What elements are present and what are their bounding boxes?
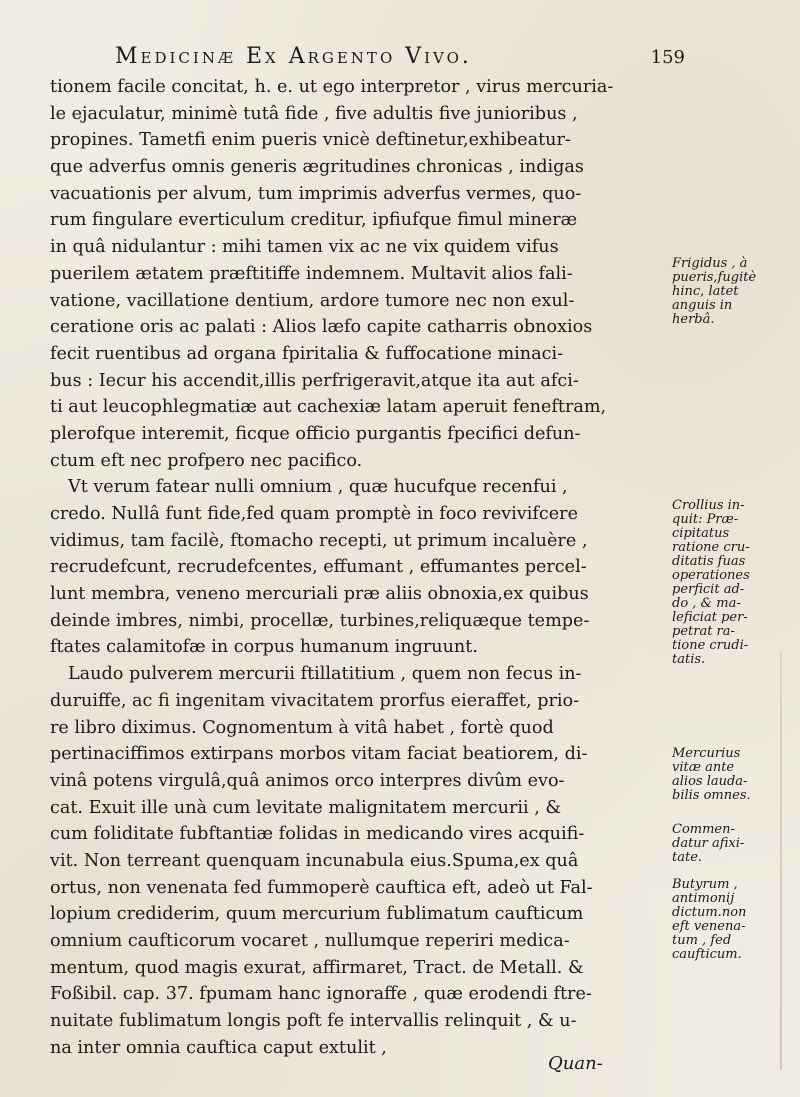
text-line: nuitate fublimatum longis poft fe intervallis relinquit , & u- bbox=[50, 1011, 577, 1032]
note-line: tione crudi- bbox=[672, 638, 749, 653]
catchword: Quan- bbox=[548, 1053, 603, 1074]
text-line: credo. Nullâ funt fide,fed quam promptè in foco revivifcere bbox=[50, 504, 578, 524]
note-line: anguis in bbox=[672, 298, 733, 313]
note-line: herbâ. bbox=[672, 312, 715, 327]
text-line: rum fingulare everticulum creditur, ipfiufque fimul mineræ bbox=[50, 210, 578, 231]
note-line: ditatis fuas bbox=[672, 554, 746, 569]
running-header bbox=[115, 44, 685, 74]
note-line: do , & ma- bbox=[672, 596, 741, 611]
text-line: re libro diximus. Cognomentum à vitâ habet , fortè quod bbox=[50, 717, 554, 738]
text-line: vinâ potens virgulâ,quâ animos orco interpres divûm evo- bbox=[50, 770, 565, 791]
text-line: deinde imbres, nimbi, procellæ, turbines,reliquæque tempe- bbox=[50, 610, 590, 631]
text-line: recrudefcunt, recrudefcentes, effumant , effumantes percel- bbox=[50, 557, 587, 578]
text-line: Foßibil. cap. 37. fpumam hanc ignoraffe , quæ erodendi ftre- bbox=[50, 984, 592, 1005]
text-line: vit. Non terreant quenquam incunabula eius.Spuma,ex quâ bbox=[50, 850, 579, 871]
text-line: cum foliditate fubftantiæ folidas in medicando vires acquifi- bbox=[50, 824, 585, 845]
margin-note-mercurius bbox=[672, 747, 790, 803]
page-edge-shadow bbox=[780, 650, 782, 1070]
text-line: Laudo pulverem mercurii ftillatitium , quem non fecus in- bbox=[68, 664, 582, 685]
note-line: operationes bbox=[672, 568, 750, 583]
text-line: mentum, quod magis exurat, affirmaret, Tract. de Metall. & bbox=[50, 957, 584, 978]
note-line: Crollius in- bbox=[672, 498, 745, 513]
text-line: vatione, vacillatione dentium, ardore tumore nec non exul- bbox=[50, 290, 575, 311]
text-line: lunt membra, veneno mercuriali præ aliis obnoxia,ex quibus bbox=[50, 584, 589, 605]
text-line: ti aut leucophlegmatiæ aut cachexiæ latam aperuit feneftram, bbox=[50, 397, 607, 418]
note-line: quit: Præ- bbox=[672, 512, 739, 527]
text-line: puerilem ætatem præftitiffe indemnem. Multavit alios fali- bbox=[50, 263, 573, 284]
note-line: tum , fed bbox=[672, 933, 732, 948]
note-line: tate. bbox=[672, 850, 703, 865]
note-line: leficiat per- bbox=[672, 610, 748, 625]
note-line: antimonij bbox=[672, 891, 735, 906]
note-line: Butyrum , bbox=[672, 877, 738, 892]
note-line: hinc, latet bbox=[672, 284, 739, 299]
note-line: perficit ad- bbox=[672, 582, 745, 597]
note-line: Mercurius bbox=[672, 746, 741, 761]
text-line: ceratione oris ac palati : Alios læfo capite catharris obnoxios bbox=[50, 317, 593, 338]
note-line: datur afixi- bbox=[672, 836, 745, 851]
note-line: ratione cru- bbox=[672, 540, 750, 555]
note-line: dictum.non bbox=[672, 905, 747, 920]
margin-note-commendatur bbox=[672, 823, 790, 865]
note-line: eft venena- bbox=[672, 919, 746, 934]
note-line: bilis omnes. bbox=[672, 788, 751, 803]
text-line: propines. Tametfi enim pueris vnicè deftinetur,exhibeatur- bbox=[50, 130, 571, 151]
text-line: tionem facile concitat, h. e. ut ego interpretor , virus mercuria- bbox=[50, 77, 614, 97]
note-line: vitæ ante bbox=[672, 760, 735, 775]
note-line: alios lauda- bbox=[672, 774, 748, 789]
running-title: Medicinæ Ex Argento Vivo. bbox=[115, 44, 472, 69]
text-line: ctum eft nec profpero nec pacifico. bbox=[50, 450, 363, 471]
text-line: le ejaculatur, minimè tutâ fide , five adultis five junioribus , bbox=[50, 103, 578, 124]
text-line: cat. Exuit ille unà cum levitate malignitatem mercurii , & bbox=[50, 797, 562, 818]
text-line: ftates calamitofæ in corpus humanum ingruunt. bbox=[50, 637, 478, 658]
margin-note-crollius bbox=[672, 499, 790, 667]
text-line: pertinaciffimos extirpans morbos vitam faciat beatiorem, di- bbox=[50, 744, 588, 765]
text-line: vacuationis per alvum, tum imprimis adverfus vermes, quo- bbox=[50, 183, 582, 204]
margin-note-frigidus bbox=[672, 257, 790, 327]
text-line: vidimus, tam facilè, ftomacho recepti, ut primum incaluère , bbox=[50, 530, 588, 551]
note-line: Commen- bbox=[672, 822, 735, 837]
page-number: 159 bbox=[650, 47, 685, 68]
text-line: omnium caufticorum vocaret , nullumque reperiri medica- bbox=[50, 931, 570, 951]
text-line: que adverfus omnis generis ægritudines chronicas , indigas bbox=[50, 157, 584, 178]
text-line: in quâ nidulantur : mihi tamen vix ac ne vix quidem vifus bbox=[50, 237, 559, 258]
text-line: Vt verum fatear nulli omnium , quæ hucufque recenfui , bbox=[68, 477, 568, 498]
margin-note-butyrum bbox=[672, 878, 790, 962]
text-line: bus : Iecur his accendit,illis perfrigeravit,atque ita aut afci- bbox=[50, 370, 579, 391]
main-text bbox=[50, 74, 665, 1061]
note-line: Frigidus , à bbox=[672, 256, 748, 271]
text-line: fecit ruentibus ad organa fpiritalia & fuffocatione minaci- bbox=[50, 343, 564, 364]
text-line: lopium crediderim, quum mercurium fublimatum caufticum bbox=[50, 904, 584, 925]
note-line: cipitatus bbox=[672, 526, 730, 541]
text-line: duruiffe, ac fi ingenitam vivacitatem prorfus eieraffet, prio- bbox=[50, 690, 580, 711]
text-line: plerofque interemit, ficque officio purgantis fpecifici defun- bbox=[50, 423, 581, 444]
note-line: tatis. bbox=[672, 652, 706, 667]
text-line: na inter omnia cauftica caput extulit , bbox=[50, 1037, 387, 1058]
note-line: petrat ra- bbox=[672, 624, 735, 639]
text-line: ortus, non venenata fed fummoperè cauftica eft, adeò ut Fal- bbox=[50, 877, 593, 898]
note-line: caufticum. bbox=[672, 947, 742, 962]
note-line: pueris,fugitè bbox=[672, 270, 757, 285]
